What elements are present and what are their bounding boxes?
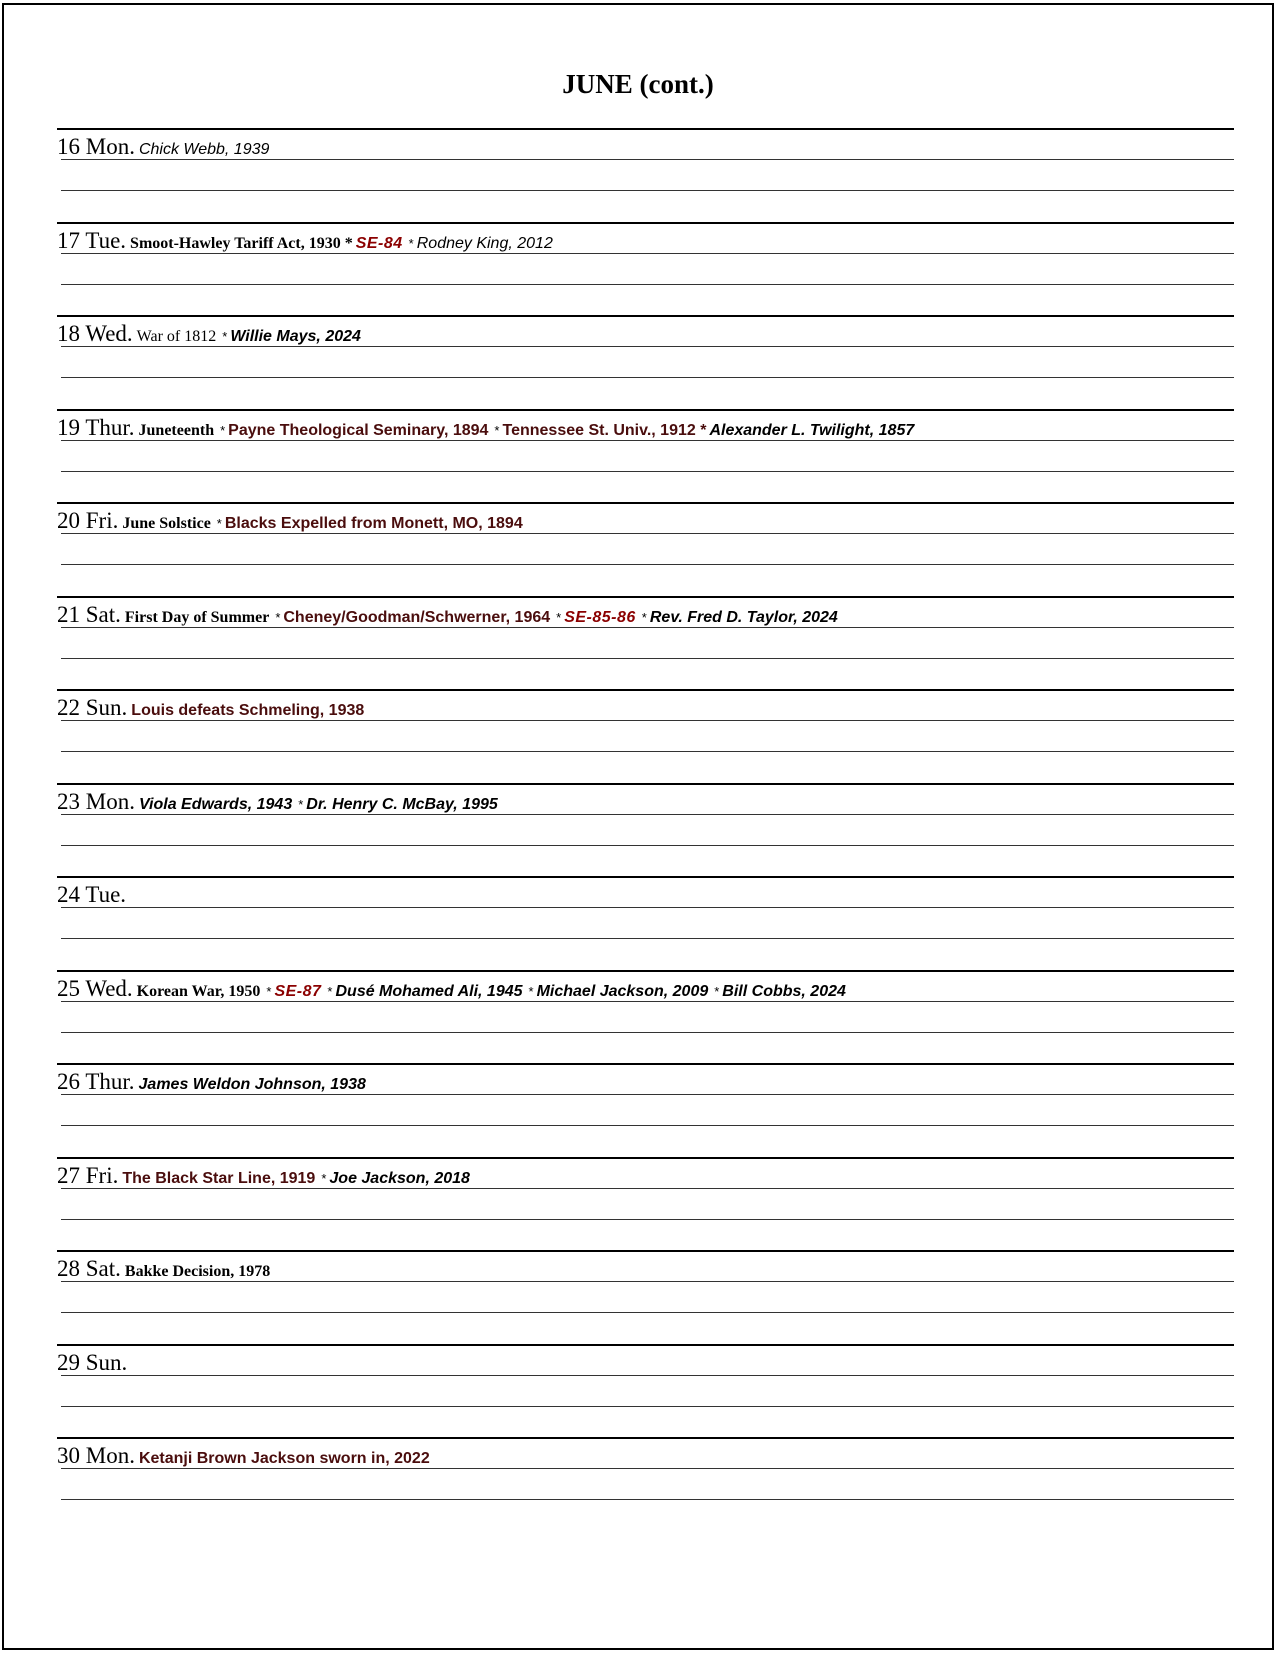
day-label: 22 Sun. — [57, 695, 128, 720]
day-entry — [57, 1437, 1234, 1535]
day-heading — [57, 1069, 1234, 1098]
writing-line — [61, 564, 1234, 565]
page-frame — [2, 3, 1274, 1650]
day-entry — [57, 1063, 1234, 1161]
day-label: 28 Sat. — [57, 1256, 121, 1281]
day-divider — [57, 1437, 1234, 1439]
day-entry — [57, 1250, 1234, 1348]
event-text: Willie Mays, 2024 — [230, 328, 361, 345]
day-entry — [57, 128, 1234, 226]
event-text: Bakke Decision, 1978 — [124, 1263, 271, 1280]
day-label: 16 Mon. — [57, 134, 135, 159]
day-heading — [57, 415, 1234, 444]
event-text: June Solstice — [122, 515, 211, 532]
separator: * — [528, 983, 534, 999]
day-divider — [57, 128, 1234, 130]
event-text: Blacks Expelled from Monett, MO, 1894 — [224, 515, 523, 532]
day-label: 30 Mon. — [57, 1443, 135, 1468]
day-divider — [57, 876, 1234, 878]
writing-line — [61, 1406, 1234, 1407]
separator: * — [327, 983, 333, 999]
day-divider — [57, 970, 1234, 972]
separator: * — [222, 329, 228, 344]
event-text: War of 1812 — [136, 328, 217, 345]
day-entry — [57, 970, 1234, 1068]
separator: * — [641, 609, 647, 625]
episode-code: SE-87 — [274, 982, 322, 1000]
day-heading — [57, 602, 1234, 631]
day-label: 21 Sat. — [57, 601, 121, 627]
writing-line — [61, 845, 1234, 846]
separator: * — [266, 983, 272, 999]
writing-line — [61, 471, 1234, 472]
day-label: 23 Mon. — [57, 788, 135, 814]
writing-line — [61, 1125, 1234, 1126]
day-heading — [57, 321, 1234, 350]
event-text: Bill Cobbs, 2024 — [722, 982, 846, 1000]
day-heading — [57, 228, 1234, 257]
event-text: Korean War, 1950 — [136, 982, 261, 1000]
day-entry — [57, 596, 1234, 694]
day-divider — [57, 1250, 1234, 1252]
page-title: JUNE (cont.) — [562, 69, 714, 99]
writing-line — [61, 1032, 1234, 1033]
event-text: Alexander L. Twilight, 1857 — [709, 421, 915, 439]
event-text: Ketanji Brown Jackson sworn in, 2022 — [138, 1450, 430, 1467]
day-heading — [57, 134, 1234, 163]
day-label: 24 Tue. — [57, 882, 127, 907]
day-label: 27 Fri. — [57, 1162, 119, 1188]
writing-line — [61, 751, 1234, 752]
writing-line — [61, 1312, 1234, 1313]
event-text: James Weldon Johnson, 1938 — [138, 1076, 366, 1093]
event-text: Joe Jackson, 2018 — [329, 1169, 470, 1187]
writing-line — [61, 284, 1234, 285]
day-heading — [57, 1163, 1234, 1192]
day-heading — [57, 976, 1234, 1005]
day-divider — [57, 315, 1234, 317]
writing-line — [61, 658, 1234, 659]
separator: * — [714, 983, 720, 999]
day-divider — [57, 596, 1234, 598]
day-divider — [57, 689, 1234, 691]
day-entry — [57, 783, 1234, 881]
day-heading — [57, 1256, 1234, 1285]
day-heading — [57, 1443, 1234, 1472]
day-divider — [57, 502, 1234, 504]
day-entry — [57, 315, 1234, 413]
event-text: First Day of Summer — [124, 608, 270, 626]
day-label: 26 Thur. — [57, 1069, 135, 1094]
day-label: 19 Thur. — [57, 414, 135, 440]
day-entry — [57, 222, 1234, 320]
separator: * — [275, 609, 281, 625]
day-divider — [57, 1344, 1234, 1346]
separator: * — [408, 235, 414, 251]
writing-line — [61, 938, 1234, 939]
day-label: 17 Tue. — [57, 227, 127, 253]
day-divider — [57, 222, 1234, 224]
day-divider — [57, 783, 1234, 785]
day-entry — [57, 689, 1234, 787]
day-label: 20 Fri. — [57, 508, 119, 533]
event-text: Chick Webb, 1939 — [138, 141, 270, 158]
event-text: Payne Theological Seminary, 1894 — [228, 421, 489, 439]
event-text: Louis defeats Schmeling, 1938 — [131, 702, 365, 719]
day-heading — [57, 789, 1234, 818]
event-text: Tennessee St. Univ., 1912 * — [502, 421, 707, 439]
day-label: 18 Wed. — [57, 321, 133, 346]
writing-line — [61, 190, 1234, 191]
day-divider — [57, 1063, 1234, 1065]
event-text: Dr. Henry C. McBay, 1995 — [306, 795, 498, 813]
day-entry — [57, 1344, 1234, 1442]
event-text: Rev. Fred D. Taylor, 2024 — [649, 608, 838, 626]
separator: * — [298, 796, 304, 812]
separator: * — [321, 1170, 327, 1186]
day-entry — [57, 502, 1234, 600]
event-text: Smoot-Hawley Tariff Act, 1930 * — [130, 234, 353, 252]
episode-code: SE-84 — [355, 234, 403, 252]
separator: * — [556, 609, 562, 625]
event-text: Juneteenth — [138, 421, 215, 439]
event-text: Cheney/Goodman/Schwerner, 1964 — [283, 608, 551, 626]
event-text: The Black Star Line, 1919 — [122, 1169, 316, 1187]
day-label: 29 Sun. — [57, 1349, 128, 1375]
writing-line — [61, 377, 1234, 378]
day-entry — [57, 1157, 1234, 1255]
writing-line — [61, 1499, 1234, 1500]
day-entry — [57, 876, 1234, 974]
event-text: Michael Jackson, 2009 — [536, 982, 709, 1000]
episode-code: SE-85-86 — [564, 608, 636, 626]
event-text: Rodney King, 2012 — [416, 234, 553, 252]
day-divider — [57, 1157, 1234, 1159]
event-text: Viola Edwards, 1943 — [138, 795, 293, 813]
day-heading — [57, 882, 1234, 911]
separator: * — [216, 516, 222, 531]
day-divider — [57, 409, 1234, 411]
day-heading — [57, 695, 1234, 724]
day-entry — [57, 409, 1234, 507]
separator: * — [220, 422, 226, 438]
writing-line — [61, 1219, 1234, 1220]
day-heading — [57, 508, 1234, 537]
event-text: Dusé Mohamed Ali, 1945 — [335, 982, 523, 1000]
day-label: 25 Wed. — [57, 975, 133, 1001]
day-heading — [57, 1350, 1234, 1379]
separator: * — [494, 422, 500, 438]
